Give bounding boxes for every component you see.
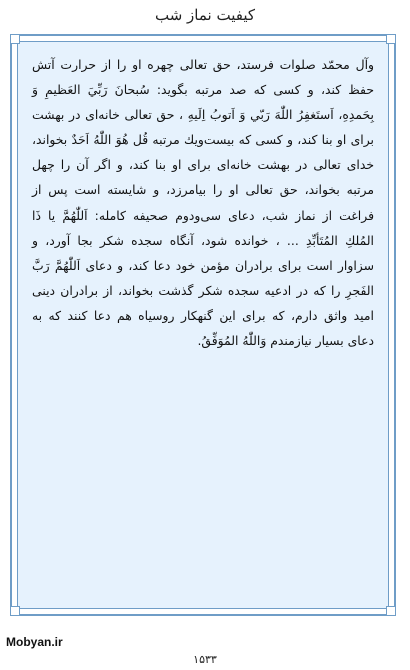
content-panel xyxy=(17,41,389,609)
body-paragraph: وآل محمّد صلوات فرستد، حق تعالى چهره او را از حرارت آتش حفظ كند، و كسى كه صد مرتبه بگويد: سُبحانَ رَبِّيَ العَظيمِ وَ بِحَمدِهِ، اَستَغفِرُ اللّٰهَ رَبّي وَ اَتوبُ اِلَيهِ ، حق تعالى خانه‌اى در بهشت براى او بنا كند، و كسى كه بيست‌ويك مرتبه قُل هُوَ اللّٰهُ اَحَدٌ بخواند، خداى تعالى در بهشت خانه‌اى براى او بنا كند، و اگر آن را چهل مرتبه بخواند، حق تعالى او را بيامرزد، و شايسته است پس از فراغت از نماز شب، دعاى سى‌ودوم صحيفه كامله: اَللّٰهُمَّ يا ذَا المُلكِ المُتَأبِّدِ ... ، خوانده شود، آنگاه سجده شكر بجا آورد، و سزاوار است براى برادران مؤمن خود دعا كند، و دعاى اَللّٰهُمَّ رَبَّ الفَجرِ را كه در ادعيه سجده شكر گذشت بخواند، از برادران دينى اميد واثق دارم، كه براى اين گنهكار روسياه هم دعا كنند كه به دعاى بسيار نيازمندم وَاللّٰهُ المُوَفِّقُ. xyxy=(32,57,374,349)
corner-ornament-top-left xyxy=(10,34,20,44)
page-header-title: کیفیت نماز شب xyxy=(154,6,255,24)
corner-ornament-bottom-right xyxy=(386,606,396,616)
page-border-frame xyxy=(10,34,396,616)
page-number: ۱۵۳۳ xyxy=(193,653,217,666)
corner-ornament-top-right xyxy=(386,34,396,44)
body-text-block xyxy=(32,52,374,353)
corner-ornament-bottom-left xyxy=(10,606,20,616)
site-watermark: Mobyan.ir xyxy=(6,635,63,649)
